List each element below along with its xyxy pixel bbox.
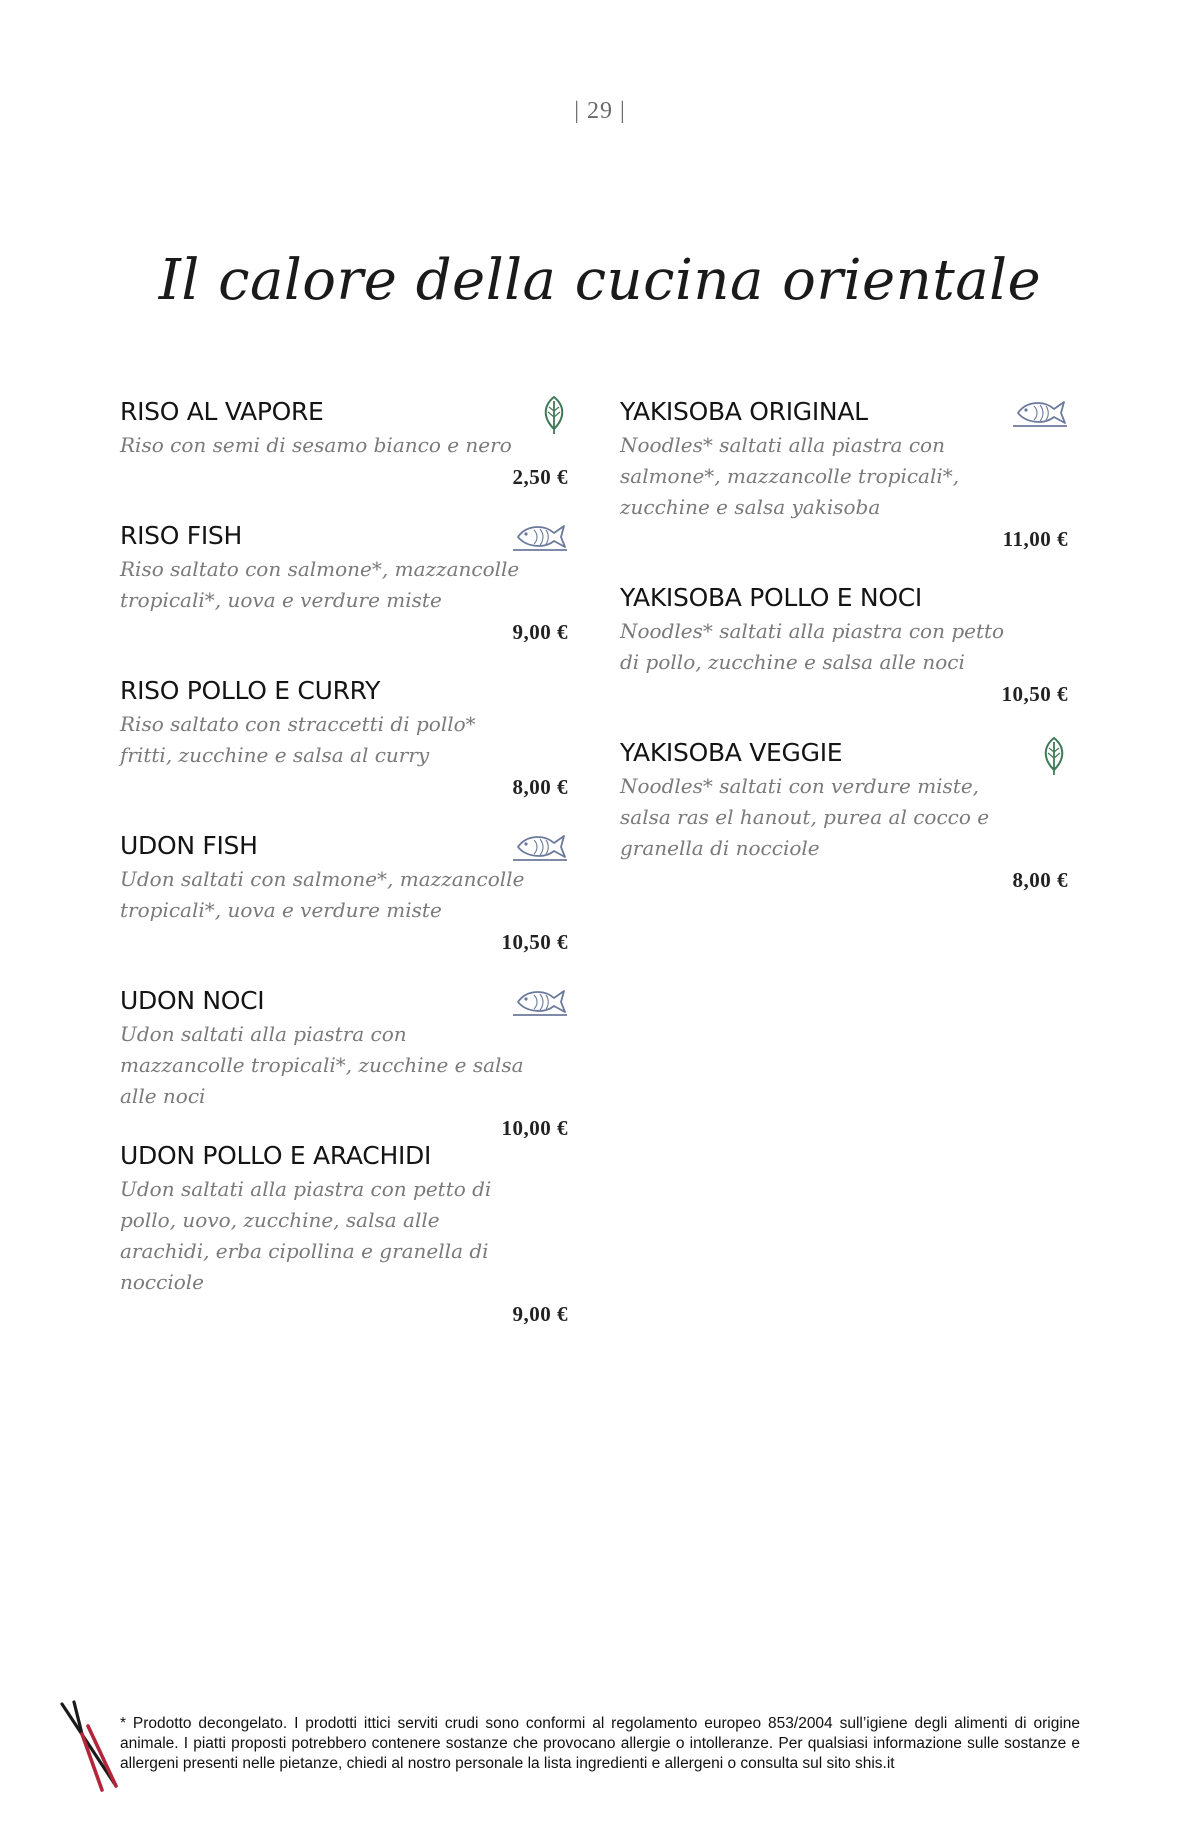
item-price: 10,50 €	[501, 930, 568, 954]
leaf-icon	[540, 395, 568, 439]
menu-item	[120, 674, 568, 829]
item-description: Riso saltato con straccetti di pollo* fritti, zucchine e salsa al curry	[120, 712, 476, 767]
item-name: RISO FISH	[120, 521, 242, 550]
item-name: RISO AL VAPORE	[120, 397, 324, 426]
menu-column-right	[620, 395, 1068, 922]
item-price: 2,50 €	[512, 465, 568, 489]
fish-icon	[1012, 395, 1068, 433]
item-description: Udon saltati alla piastra con mazzancolle tropicali*, zucchine e salsa alle noci	[120, 1022, 524, 1108]
chopsticks-icon	[58, 1700, 128, 1792]
item-name: YAKISOBA VEGGIE	[620, 738, 843, 767]
item-name: UDON POLLO E ARACHIDI	[120, 1141, 432, 1170]
item-name: RISO POLLO E CURRY	[120, 676, 381, 705]
item-description: Udon saltati con salmone*, mazzancolle tropicali*, uova e verdure miste	[120, 867, 525, 922]
menu-item	[120, 829, 568, 984]
fish-icon	[512, 984, 568, 1022]
page-number: | 29 |	[574, 98, 626, 124]
leaf-icon	[1040, 736, 1068, 780]
menu-item	[120, 519, 568, 674]
page-title: Il calore della cucina orientale	[158, 248, 1042, 313]
item-name: YAKISOBA ORIGINAL	[620, 397, 868, 426]
allergen-disclaimer: * Prodotto decongelato. I prodotti ittici serviti crudi sono conformi al regolamento europeo 853/2004 sull’igiene degli alimenti di origine animale. I piatti proposti potrebbero contenere sostanze che provocano allergie o intolleranze. Per qualsiasi informazione sulle sostanze e allergeni presenti nelle pietanze, chiedi al nostro personale la lista ingredienti e allergeni o consulta sul sito shis.it	[120, 1715, 1080, 1772]
fish-icon	[512, 519, 568, 557]
footer	[0, 1700, 1200, 1810]
item-name: UDON FISH	[120, 831, 258, 860]
menu-item	[620, 736, 1068, 922]
item-name: UDON NOCI	[120, 986, 265, 1015]
item-description: Noodles* saltati alla piastra con salmone*, mazzancolle tropicali*, zucchine e salsa yakisoba	[620, 433, 960, 519]
menu-item	[120, 984, 568, 1139]
item-price: 9,00 €	[512, 620, 568, 644]
menu-item	[620, 581, 1068, 736]
item-description: Riso saltato con salmone*, mazzancolle tropicali*, uova e verdure miste	[120, 557, 520, 612]
item-price: 10,50 €	[1001, 682, 1068, 706]
menu-item	[120, 395, 568, 519]
item-description: Noodles* saltati alla piastra con petto di pollo, zucchine e salsa alle noci	[620, 619, 1005, 674]
item-price: 10,00 €	[501, 1116, 568, 1140]
item-price: 8,00 €	[1012, 868, 1068, 892]
item-price: 8,00 €	[512, 775, 568, 799]
item-description: Noodles* saltati con verdure miste, salsa ras el hanout, purea al cocco e granella di nocciole	[620, 774, 990, 860]
menu-item	[620, 395, 1068, 581]
item-description: Riso con semi di sesamo bianco e nero	[120, 433, 512, 457]
fish-icon	[512, 829, 568, 867]
item-description: Udon saltati alla piastra con petto di pollo, uovo, zucchine, salsa alle arachidi, erba cipollina e granella di nocciole	[120, 1177, 492, 1294]
item-price: 9,00 €	[512, 1302, 568, 1326]
item-price: 11,00 €	[1002, 527, 1068, 551]
item-name: YAKISOBA POLLO E NOCI	[620, 583, 922, 612]
menu-item	[120, 1139, 568, 1325]
menu-column-left	[120, 395, 568, 1325]
